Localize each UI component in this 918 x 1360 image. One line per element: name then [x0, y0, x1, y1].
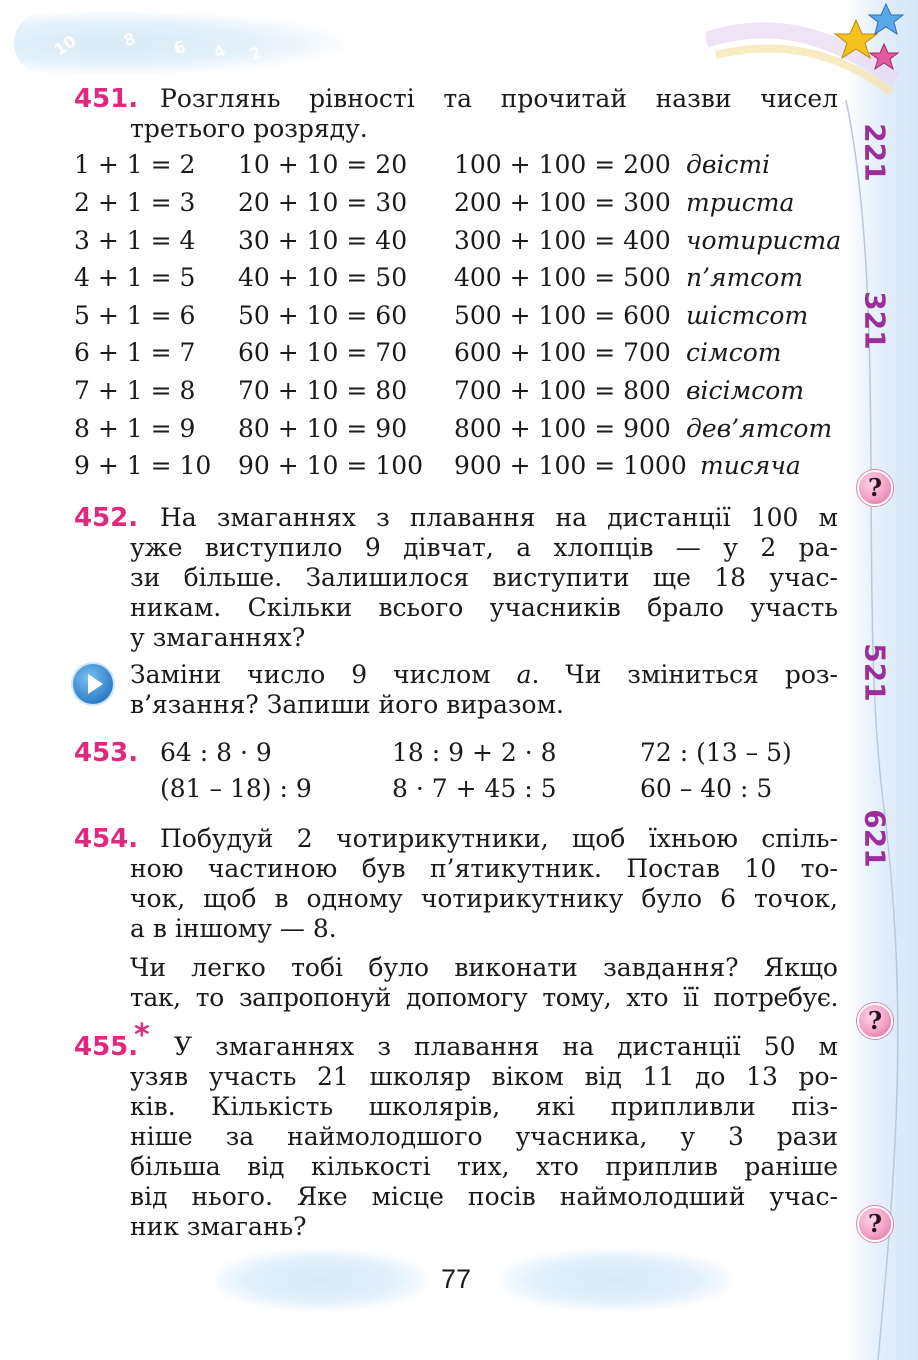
equation: 4 + 1 = 5 — [74, 263, 196, 292]
equation: 900 + 100 = 1000 — [454, 451, 687, 480]
exercise-text: Розглянь рівності та прочитай назви чисел — [160, 84, 838, 113]
margin-number: 621 — [858, 809, 892, 868]
exercise-text: зи більше. Залишилося виступити ще 18 учас- — [130, 563, 838, 592]
equation: 300 + 100 = 400 — [454, 226, 671, 255]
exercise-text: У змаганнях з плавання на дистанції 50 м — [174, 1032, 838, 1061]
margin-number: 221 — [858, 123, 892, 182]
equation: 10 + 10 = 20 — [238, 150, 408, 179]
variation-text — [130, 660, 838, 690]
number-name: вісімсот — [686, 376, 805, 405]
exercise-text: уже виступило 9 дівчат, а хлопців — у 2 ра- — [130, 533, 838, 562]
equation: 30 + 10 = 40 — [238, 226, 408, 255]
equation: 50 + 10 = 60 — [238, 301, 408, 330]
equation: 600 + 100 = 700 — [454, 338, 671, 367]
exercise-text: ною частиною був п’ятикутник. Постав 10 то- — [130, 854, 838, 883]
cloud-digit: 2 — [247, 42, 265, 65]
difficulty-star-icon: * — [134, 1018, 150, 1053]
equation: 2 + 1 = 3 — [74, 188, 196, 217]
expression: 60 – 40 : 5 — [640, 774, 773, 803]
question-mark-icon: ? — [857, 1003, 893, 1039]
equation: 200 + 100 = 300 — [454, 188, 671, 217]
equation: 700 + 100 = 800 — [454, 376, 671, 405]
number-name: двісті — [686, 150, 771, 179]
expression: 64 : 8 · 9 — [160, 738, 272, 767]
equation: 40 + 10 = 50 — [238, 263, 408, 292]
equation: 20 + 10 = 30 — [238, 188, 408, 217]
cloud-digit: 10 — [50, 31, 80, 60]
reflection-text: Чи легко тобі було виконати завдання? Якщо — [130, 953, 838, 982]
exercise-text: чок, щоб в одному чотирикутнику було 6 точок, — [130, 884, 838, 913]
number-name: шістсот — [686, 301, 809, 330]
variable-a: а — [516, 660, 532, 689]
cloud-digit: 8 — [121, 28, 139, 51]
bottom-cloud-decoration — [216, 1250, 426, 1310]
exercise-text: у змаганнях? — [130, 623, 306, 652]
exercise-number: 453. — [74, 738, 139, 768]
question-mark-icon: ? — [857, 1206, 893, 1242]
exercise-text: На змаганнях з плавання на дистанції 100 м — [160, 503, 838, 532]
equation: 8 + 1 = 9 — [74, 414, 196, 443]
equation: 80 + 10 = 90 — [238, 414, 408, 443]
expression: (81 – 18) : 9 — [160, 774, 312, 803]
exercise-text: ніше за наймолодшого учасника, у 3 рази — [130, 1122, 838, 1151]
reflection-text: так, то запропонуй допомогу тому, хто її потребує. — [130, 983, 838, 1012]
exercise-text: никам. Скільки всього учасників брало участь — [130, 593, 838, 622]
equation: 5 + 1 = 6 — [74, 301, 196, 330]
exercise-text: ник змагань? — [130, 1212, 307, 1241]
equation: 6 + 1 = 7 — [74, 338, 196, 367]
cloud-digit: 4 — [211, 40, 229, 63]
cloud-digit: 6 — [171, 36, 189, 59]
margin-number: 321 — [858, 291, 892, 350]
bottom-cloud-decoration — [500, 1250, 730, 1310]
exercise-text: більша від кількості тих, хто приплив раніше — [130, 1152, 838, 1181]
equation: 7 + 1 = 8 — [74, 376, 196, 405]
margin-number: 521 — [858, 643, 892, 702]
expression: 18 : 9 + 2 · 8 — [392, 738, 557, 767]
number-name: тисяча — [700, 451, 801, 480]
exercise-number: 452. — [74, 503, 139, 533]
equation: 500 + 100 = 600 — [454, 301, 671, 330]
play-icon — [73, 664, 113, 704]
equation: 60 + 10 = 70 — [238, 338, 408, 367]
exercise-text: Побудуй 2 чотирикутники, щоб їхньою спіль- — [160, 824, 838, 853]
number-name: дев’ятсот — [686, 414, 833, 443]
number-name: чотириста — [686, 226, 842, 255]
expression: 72 : (13 – 5) — [640, 738, 792, 767]
exercise-number: 455. — [74, 1032, 139, 1062]
exercise-text: ків. Кількість школярів, які припливли піз- — [130, 1092, 838, 1121]
equation: 90 + 10 = 100 — [238, 451, 424, 480]
page-number: 77 — [440, 1264, 472, 1294]
equation: 800 + 100 = 900 — [454, 414, 671, 443]
exercise-text: третього розряду. — [130, 114, 368, 143]
question-mark-icon: ? — [857, 470, 893, 506]
exercise-number: 451. — [74, 84, 139, 114]
equation: 100 + 100 = 200 — [454, 150, 671, 179]
equation: 400 + 100 = 500 — [454, 263, 671, 292]
exercise-text: а в іншому — 8. — [130, 914, 337, 943]
equation: 70 + 10 = 80 — [238, 376, 408, 405]
exercise-text: від нього. Яке місце посів наймолодший учас- — [130, 1182, 838, 1211]
exercise-text: узяв участь 21 школяр віком від 11 до 13 ро- — [130, 1062, 838, 1091]
expression: 8 · 7 + 45 : 5 — [392, 774, 557, 803]
top-cloud-decoration — [14, 12, 344, 74]
equation: 9 + 1 = 10 — [74, 451, 212, 480]
number-name: п’ятсот — [686, 263, 804, 292]
equation: 1 + 1 = 2 — [74, 150, 196, 179]
number-name: триста — [686, 188, 795, 217]
variation-text-part: Заміни число 9 числом — [130, 660, 517, 689]
variation-text-part: . Чи зміниться роз- — [531, 660, 838, 689]
number-name: сімсот — [686, 338, 782, 367]
exercise-number: 454. — [74, 824, 139, 854]
variation-text: в’язання? Запиши його виразом. — [130, 690, 564, 719]
equation: 3 + 1 = 4 — [74, 226, 196, 255]
